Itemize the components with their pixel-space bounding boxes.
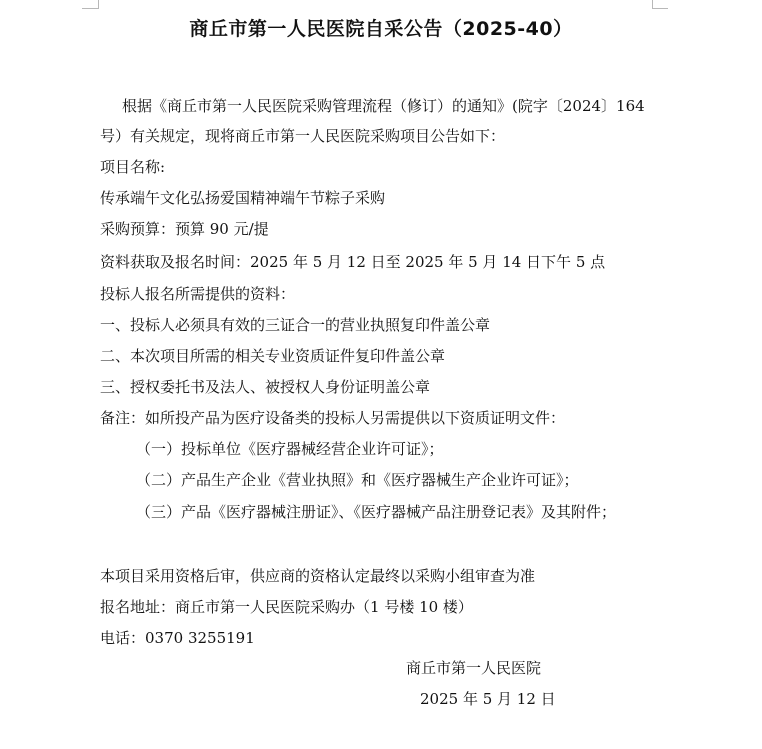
intro-paragraph-line-2: 号）有关规定，现将商丘市第一人民医院采购项目公告如下： xyxy=(100,127,506,145)
crop-mark xyxy=(98,0,99,9)
qualification-review: 本项目采用资格后审，供应商的资格认定最终以采购小组审查为准 xyxy=(100,567,536,585)
requirement-item: 一、投标人必须具有效的三证合一的营业执照复印件盖公章 xyxy=(100,316,491,334)
materials-heading: 投标人报名所需提供的资料： xyxy=(100,285,296,303)
note: 备注：如所投产品为医疗设备类的投标人另需提供以下资质证明文件： xyxy=(100,409,566,427)
note-item: （三）产品《医疗器械注册证》、《医疗器械产品注册登记表》及其附件； xyxy=(136,503,617,521)
crop-mark xyxy=(652,0,653,9)
crop-mark xyxy=(82,8,98,9)
registration-time: 资料获取及报名时间：2025 年 5 月 12 日至 2025 年 5 月 14 日下午 5 点 xyxy=(100,253,606,271)
registration-address: 报名地址：商丘市第一人民医院采购办（1 号楼 10 楼） xyxy=(100,598,473,616)
note-item: （二）产品生产企业《营业执照》和《医疗器械生产企业许可证》； xyxy=(136,471,579,489)
requirement-item: 二、本次项目所需的相关专业资质证件复印件盖公章 xyxy=(100,347,446,365)
budget: 采购预算：预算 90 元/提 xyxy=(100,220,269,238)
crop-mark xyxy=(652,8,668,9)
project-name: 传承端午文化弘扬爱国精神端午节粽子采购 xyxy=(100,189,386,207)
signature-organization: 商丘市第一人民医院 xyxy=(406,659,542,677)
project-name-label: 项目名称: xyxy=(100,158,166,176)
intro-paragraph-line-1: 根据《商丘市第一人民医院采购管理流程（修订）的通知》(院字〔2024〕164 xyxy=(122,97,645,115)
document-title: 商丘市第一人民医院自采公告（2025-40） xyxy=(189,18,573,40)
note-item: （一）投标单位《医疗器械经营企业许可证》； xyxy=(136,440,444,458)
requirement-item: 三、授权委托书及法人、被授权人身份证明盖公章 xyxy=(100,378,431,396)
contact-phone: 电话：0370 3255191 xyxy=(100,629,255,647)
signature-date: 2025 年 5 月 12 日 xyxy=(420,690,556,708)
